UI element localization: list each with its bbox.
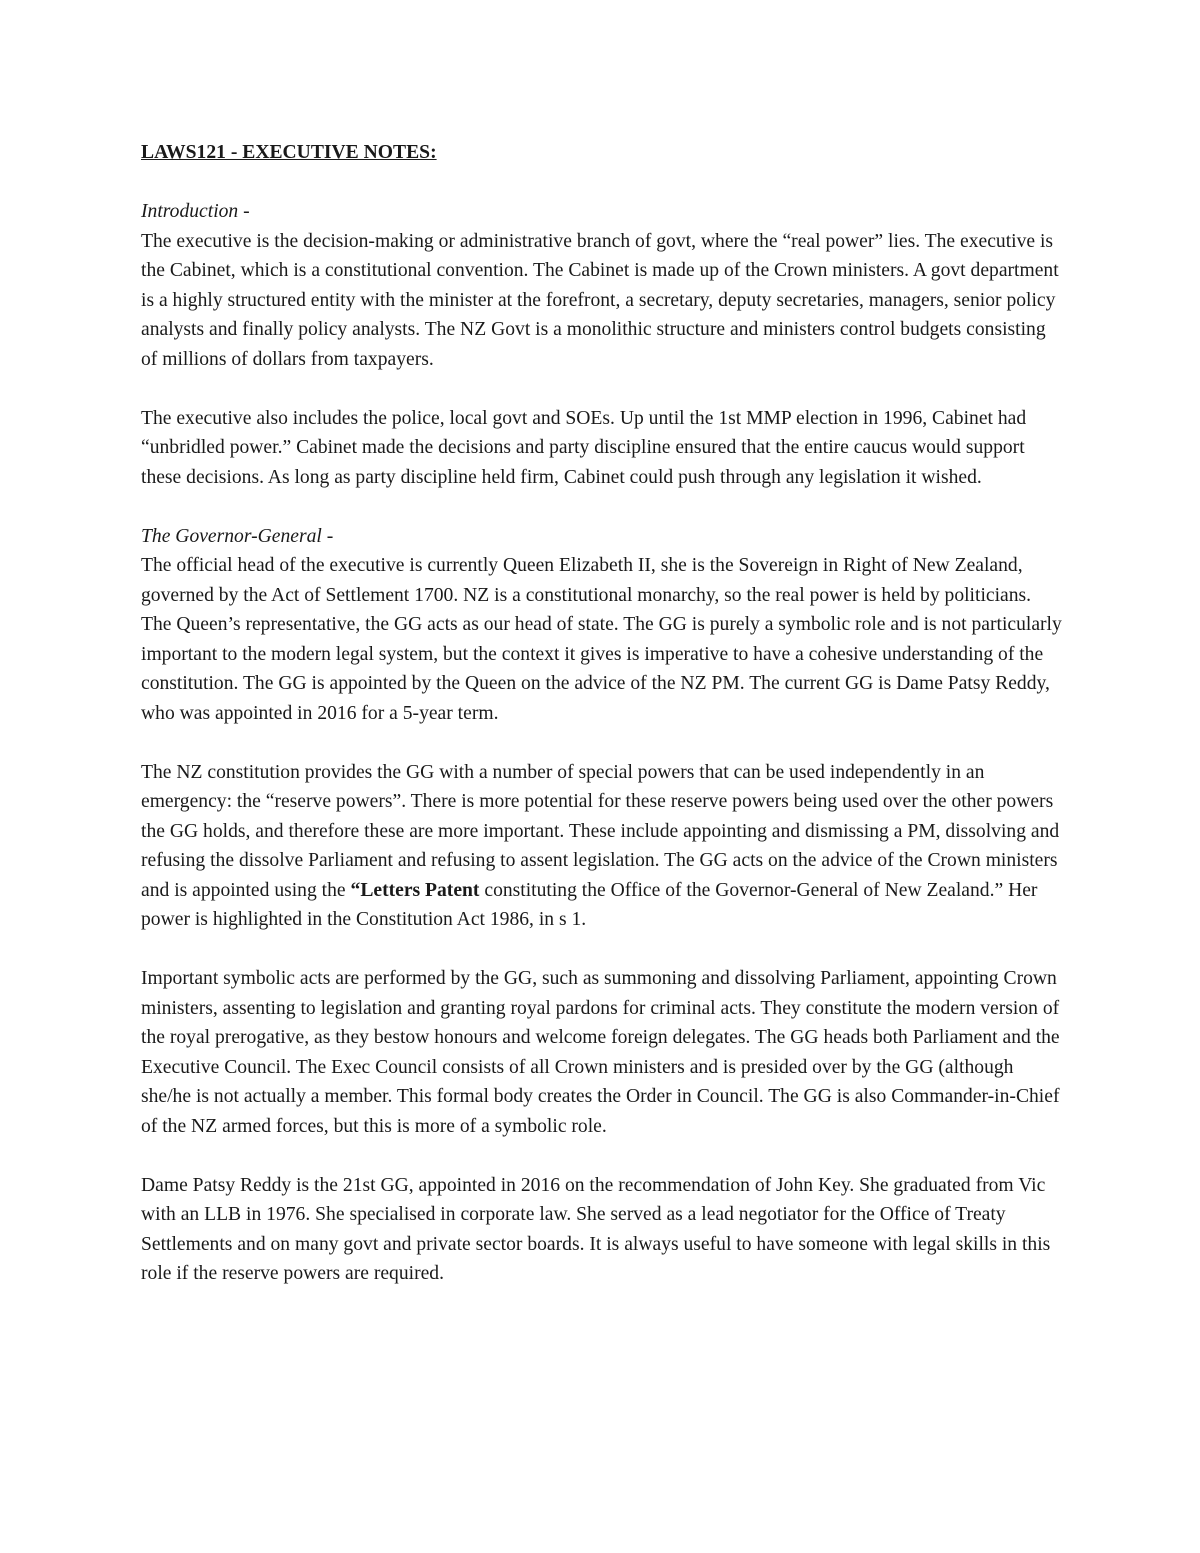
paragraph: The official head of the executive is currently Queen Elizabeth II, she is the Sovereign in Right of New Zealand, governed by the Act of Settlement 1700. NZ is a constitutional monarchy, so the real power is held by politicians. The Queen’s representative, the GG acts as our head of state. The GG is purely a symbolic role and is not particularly important to the modern legal system, but the context it gives is imperative to have a cohesive understanding of the constitution. The GG is appointed by the Queen on the advice of the NZ PM. The current GG is Dame Patsy Reddy, who was appointed in 2016 for a 5-year term. xyxy=(141,555,1062,724)
paragraph-reserve-powers xyxy=(141,758,1066,935)
paragraph: Dame Patsy Reddy is the 21st GG, appointed in 2016 on the recommendation of John Key. She graduated from Vic with an LLB in 1976. She specialised in corporate law. She served as a lead negotiator for the Office of Treaty Settlements and on many govt and private sector boards. It is always useful to have someone with legal skills in this role if the reserve powers are required. xyxy=(141,1174,1051,1284)
document-title: LAWS121 - EXECUTIVE NOTES: xyxy=(141,142,437,163)
section-heading-introduction: Introduction - xyxy=(141,201,250,222)
paragraph: The executive is the decision-making or administrative branch of govt, where the “real power” lies. The executive is the Cabinet, which is a constitutional convention. The Cabinet is made up of the Crown ministers. A govt department is a highly structured entity with the minister at the forefront, a secretary, deputy secretaries, managers, senior policy analysts and finally policy analysts. The NZ Govt is a monolithic structure and ministers control budgets consisting of millions of dollars from taxpayers. xyxy=(141,230,1059,370)
paragraph: The executive also includes the police, local govt and SOEs. Up until the 1st MMP election in 1996, Cabinet had “unbridled power.” Cabinet made the decisions and party discipline ensured that the entire caucus would support these decisions. As long as party discipline held firm, Cabinet could push through any legislation it wished. xyxy=(141,407,1027,488)
letters-patent-bold: “Letters Patent xyxy=(350,879,480,901)
document-page xyxy=(141,138,1066,1289)
paragraph: Important symbolic acts are performed by the GG, such as summoning and dissolving Parliament, appointing Crown ministers, assenting to legislation and granting royal pardons for criminal acts. They constitute the modern version of the royal prerogative, as they bestow honours and welcome foreign delegates. The GG heads both Parliament and the Executive Council. The Exec Council consists of all Crown ministers and is presided over by the GG (although she/he is not actually a member. This formal body creates the Order in Council. The GG is also Commander-in-Chief of the NZ armed forces, but this is more of a symbolic role. xyxy=(141,968,1060,1137)
paragraph-text: constituting the Office of the Governor-General of New Zealand.” Her power is highlighted in the Constitution Act 1986, in s 1. xyxy=(141,879,1038,930)
section-heading-governor-general: The Governor-General - xyxy=(141,525,334,547)
paragraph-text: The NZ constitution provides the GG with a number of special powers that can be used independently in an emergency: the “reserve powers”. There is more potential for these reserve powers being used over the other powers the GG holds, and therefore these are more important. These include appointing and dismissing a PM, dissolving and refusing the dissolve Parliament and refusing to assent legislation. The GG acts on the advice of the Crown ministers and is appointed using the xyxy=(141,761,1060,901)
